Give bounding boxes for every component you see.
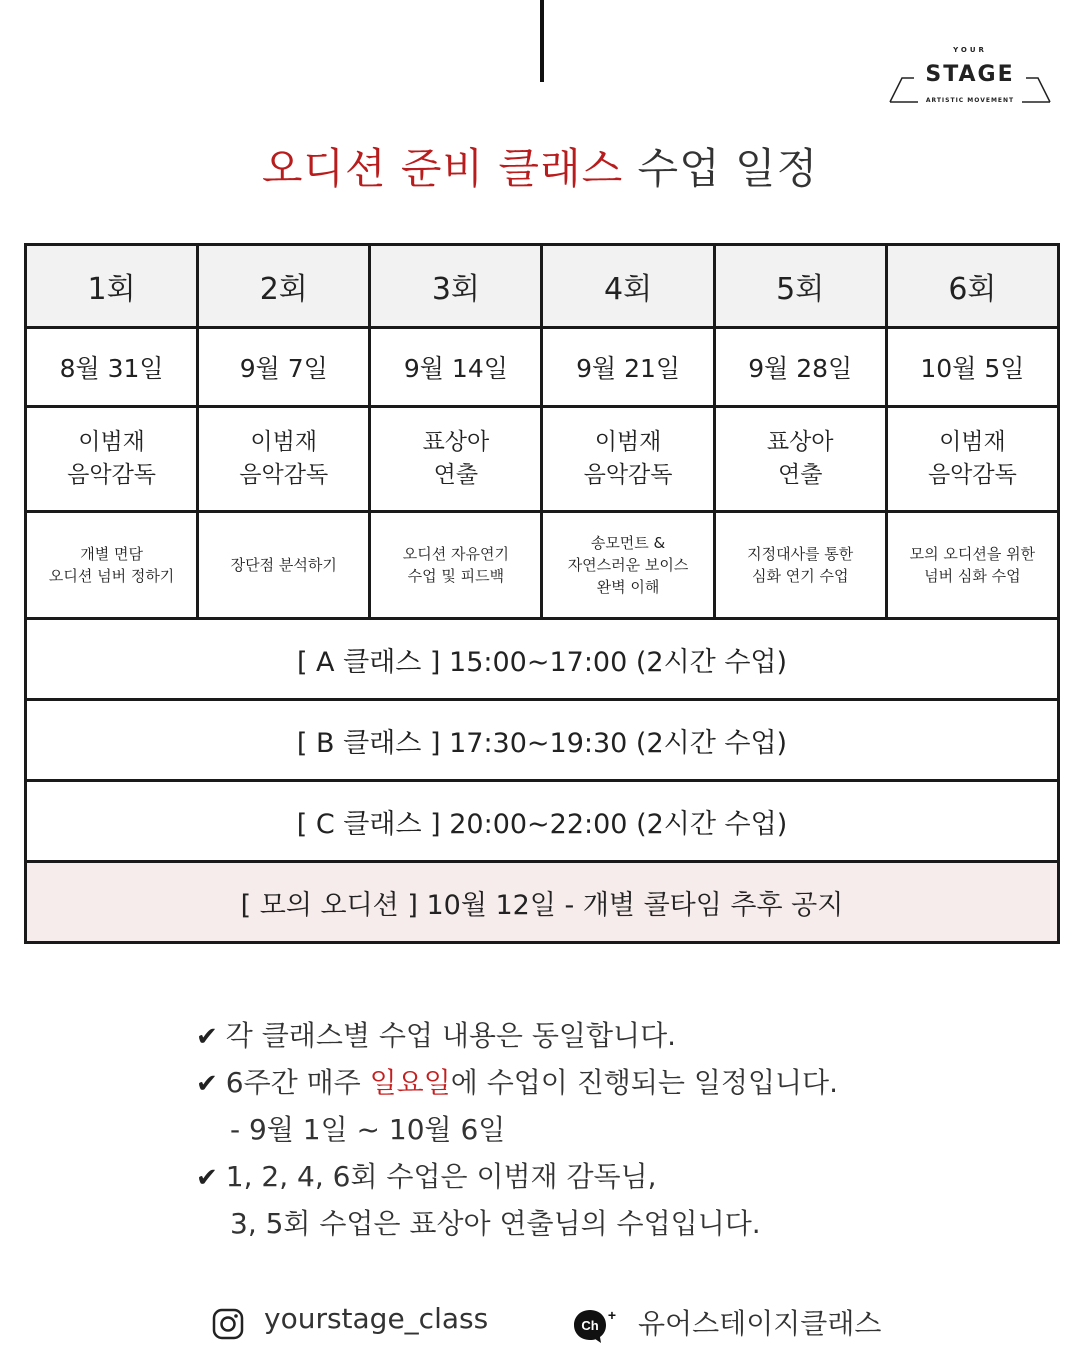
content-line: 장단점 분석하기	[230, 556, 337, 574]
round-cell: 1회	[26, 245, 198, 328]
note-text: - 9월 1일 ~ 10월 6일	[230, 1113, 506, 1146]
note-text: 에 수업이 진행되는 일정입니다.	[450, 1066, 838, 1099]
note-highlight: 일요일	[369, 1066, 451, 1099]
mock-audition-info: [ 모의 오디션 ] 10월 12일 - 개별 콜타임 추후 공지	[26, 862, 1059, 943]
content-cell	[714, 512, 886, 619]
content-cell	[370, 512, 542, 619]
round-cell: 3회	[370, 245, 542, 328]
title-highlight: 오디션 준비 클래스	[261, 144, 624, 193]
class-c-row	[26, 781, 1059, 862]
class-b-time: [ B 클래스 ] 17:30~19:30 (2시간 수업)	[26, 700, 1059, 781]
round-cell: 2회	[198, 245, 370, 328]
teacher-name: 이범재	[250, 429, 318, 455]
note-subitem	[196, 1200, 956, 1247]
teacher-cell	[370, 407, 542, 512]
content-line: 오디션 자유연기	[402, 545, 509, 563]
teacher-row	[26, 407, 1059, 512]
content-line: 심화 연기 수업	[751, 567, 849, 585]
check-icon: ✔	[196, 1022, 218, 1052]
content-line: 모의 오디션을 위한	[909, 545, 1036, 563]
note-text: 6주간 매주	[225, 1066, 370, 1099]
round-row	[26, 245, 1059, 328]
round-cell: 5회	[714, 245, 886, 328]
content-line: 지정대사를 통한	[747, 545, 854, 563]
round-cell: 4회	[542, 245, 714, 328]
content-line: 개별 면담	[80, 545, 143, 563]
notes-section	[196, 1012, 956, 1247]
check-icon: ✔	[196, 1069, 218, 1099]
footer	[0, 1300, 1080, 1346]
date-cell: 8월 31일	[26, 328, 198, 407]
teacher-role: 음악감독	[67, 462, 157, 488]
teacher-cell	[886, 407, 1058, 512]
teacher-cell	[714, 407, 886, 512]
brand-logo	[888, 46, 1052, 108]
check-icon: ✔	[196, 1163, 218, 1193]
note-text: 3, 5회 수업은 표상아 연출님의 수업입니다.	[230, 1207, 761, 1240]
teacher-name: 이범재	[78, 429, 145, 455]
schedule-table	[24, 243, 1060, 944]
teacher-role: 음악감독	[583, 462, 673, 488]
teacher-cell	[542, 407, 714, 512]
instagram-icon[interactable]	[212, 1308, 244, 1340]
date-cell: 9월 14일	[370, 328, 542, 407]
date-cell: 9월 21일	[542, 328, 714, 407]
instagram-handle[interactable]: yourstage_class	[264, 1302, 489, 1335]
page-title	[0, 136, 1080, 196]
logo-main-text: STAGE	[925, 62, 1015, 87]
round-cell: 6회	[886, 245, 1058, 328]
date-row	[26, 328, 1059, 407]
date-cell: 9월 7일	[198, 328, 370, 407]
note-item	[196, 1153, 956, 1200]
teacher-name: 이범재	[594, 429, 662, 455]
content-line: 넘버 심화 수업	[924, 567, 1021, 585]
kakao-channel-icon[interactable]	[572, 1306, 620, 1346]
teacher-name: 표상아	[766, 429, 834, 455]
date-cell: 9월 28일	[714, 328, 886, 407]
content-row	[26, 512, 1059, 619]
title-rest: 수업 일정	[637, 144, 819, 193]
content-cell	[886, 512, 1058, 619]
teacher-role: 음악감독	[239, 462, 329, 488]
content-cell	[26, 512, 198, 619]
class-a-row	[26, 619, 1059, 700]
class-b-row	[26, 700, 1059, 781]
teacher-name: 표상아	[422, 429, 490, 455]
date-cell: 10월 5일	[886, 328, 1058, 407]
class-a-time: [ A 클래스 ] 15:00~17:00 (2시간 수업)	[26, 619, 1059, 700]
note-item	[196, 1059, 956, 1106]
content-line: 완벽 이해	[596, 578, 660, 596]
content-line: 오디션 넘버 정하기	[48, 567, 175, 585]
note-text: 각 클래스별 수업 내용은 동일합니다.	[225, 1019, 677, 1052]
top-divider-line	[540, 0, 544, 82]
teacher-cell	[198, 407, 370, 512]
teacher-role: 연출	[433, 462, 479, 488]
note-item	[196, 1012, 956, 1059]
teacher-role: 연출	[777, 462, 823, 488]
content-cell	[198, 512, 370, 619]
class-c-time: [ C 클래스 ] 20:00~22:00 (2시간 수업)	[26, 781, 1059, 862]
logo-tagline: ARTISTIC MOVEMENT	[925, 97, 1015, 104]
kakao-channel-name[interactable]: 유어스테이지클래스	[638, 1307, 882, 1340]
note-subitem	[196, 1106, 956, 1153]
logo-top-text: YOUR	[953, 46, 987, 54]
teacher-role: 음악감독	[927, 462, 1017, 488]
mock-audition-row	[26, 862, 1059, 943]
content-line: 송모먼트 &	[590, 534, 666, 552]
content-line: 수업 및 피드백	[407, 567, 505, 585]
content-line: 자연스러운 보이스	[567, 556, 689, 574]
content-cell	[542, 512, 714, 619]
teacher-name: 이범재	[939, 429, 1006, 455]
svg-text:+: +	[607, 1307, 617, 1323]
kakao-badge-text: Ch	[581, 1318, 599, 1333]
teacher-cell	[26, 407, 198, 512]
note-text: 1, 2, 4, 6회 수업은 이범재 감독님,	[225, 1160, 657, 1193]
